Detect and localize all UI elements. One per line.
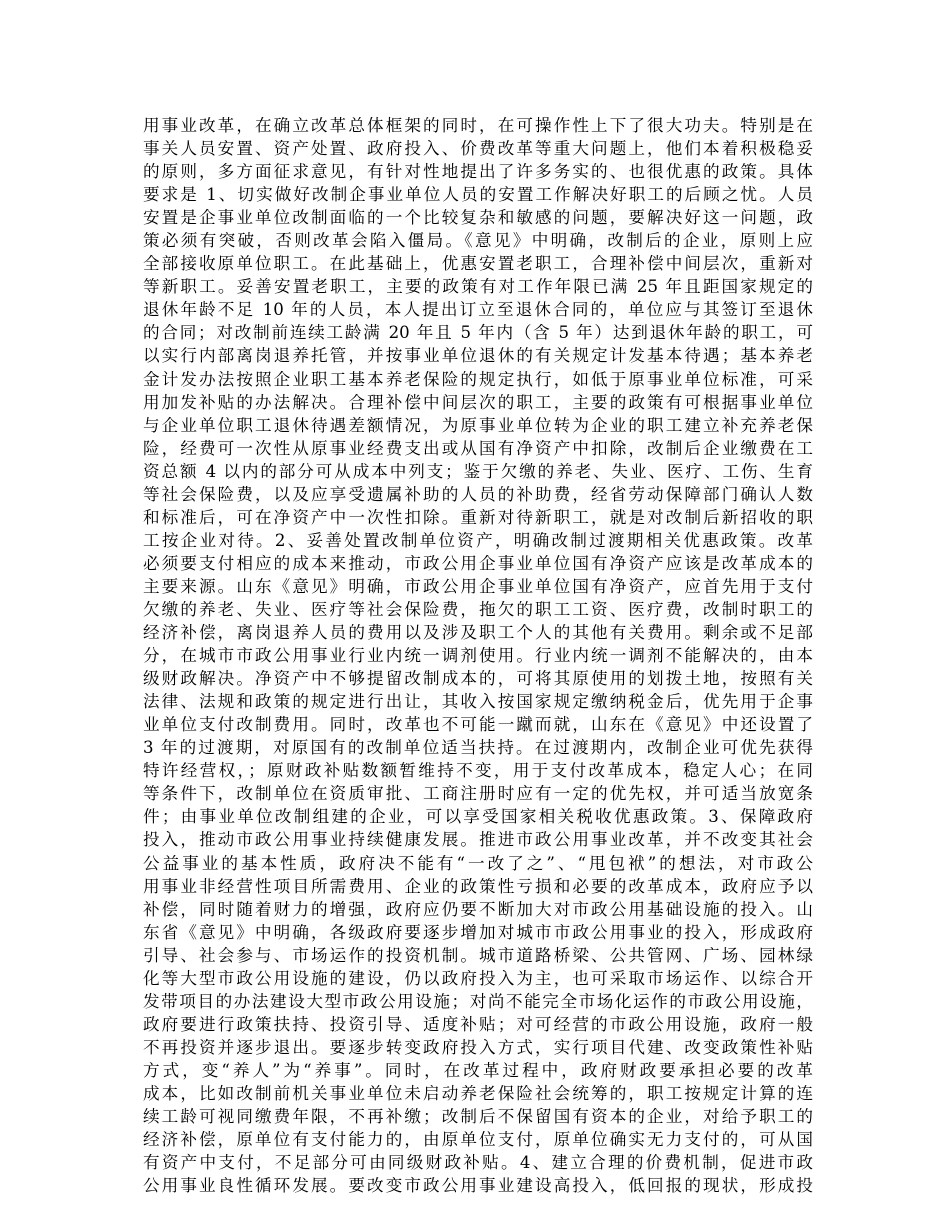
body-text-line: 方式，变“养人”为“养事”。同时，在改革过程中，政府财政要承担必要的改革 [143,1060,813,1080]
body-text-line: 的合同；对改制前连续工龄满 20 年且 5 年内（含 5 年）达到退休年龄的职工，可 [143,323,813,343]
body-text-line: 3 年的过渡期，对原国有的改制单位适当扶持。在过渡期内，改制企业可优先获得 [143,738,813,758]
body-text-line: 引导、社会参与、市场运作的投资机制。城市道路桥梁、公共管网、广场、园林绿 [143,945,813,965]
body-text-line: 经济补偿，原单位有支付能力的，由原单位支付，原单位确实无力支付的，可从国 [143,1130,813,1150]
body-text-line: 政府要进行政策扶持、投资引导、适度补贴；对可经营的市政公用设施，政府一般 [143,1014,813,1034]
body-text-line: 件；由事业单位改制组建的企业，可以享受国家相关税收优惠政策。3、保障政府 [143,807,813,827]
body-text-line: 和标准后，可在净资产中一次性扣除。重新对待新职工，就是对改制后新招收的职 [143,507,813,527]
body-text-line: 分，在城市市政公用事业行业内统一调剂使用。行业内统一调剂不能解决的，由本 [143,646,813,666]
body-text-line: 退休年龄不足 10 年的人员，本人提出订立至退休合同的，单位应与其签订至退休 [143,300,813,320]
body-text-line: 级财政解决。净资产中不够提留改制成本的，可将其原使用的划拨土地，按照有关 [143,669,813,689]
body-text-line: 投入，推动市政公用事业持续健康发展。推进市政公用事业改革，并不改变其社会 [143,830,813,850]
body-text-line: 成本，比如改制前机关事业单位未启动养老保险社会统筹的，职工按规定计算的连 [143,1083,813,1103]
body-text-line: 工按企业对待。2、妥善处置改制单位资产，明确改制过渡期相关优惠政策。改革 [143,530,813,550]
body-text-line: 欠缴的养老、失业、医疗等社会保险费，拖欠的职工工资、医疗费，改制时职工的 [143,599,813,619]
body-text-line: 策必须有突破，否则改革会陷入僵局。《意见》中明确，改制后的企业，原则上应 [143,231,813,251]
body-text-line: 公益事业的基本性质，政府决不能有“一改了之”、“甩包袱”的想法，对市政公 [143,853,813,873]
body-text-line: 要求是 1、切实做好改制企事业单位人员的安置工作解决好职工的后顾之忧。人员 [143,185,813,205]
body-text-line: 安置是企事业单位改制面临的一个比较复杂和敏感的问题，要解决好这一问题，政 [143,208,813,228]
body-text-line: 经济补偿，离岗退养人员的费用以及涉及职工个人的其他有关费用。剩余或不足部 [143,623,813,643]
body-text-line: 以实行内部离岗退养托管，并按事业单位退休的有关规定计发基本待遇；基本养老 [143,346,813,366]
body-text-line: 发带项目的办法建设大型市政公用设施；对尚不能完全市场化运作的市政公用设施， [143,991,813,1011]
body-text-line: 特许经营权，；原财政补贴数额暂维持不变，用于支付改革成本，稳定人心；在同 [143,761,813,781]
body-text-line: 资总额 4 以内的部分可从成本中列支；鉴于欠缴的养老、失业、医疗、工伤、生育 [143,461,813,481]
body-text-line: 金计发办法按照企业职工基本养老保险的规定执行，如低于原事业单位标准，可采 [143,369,813,389]
body-text-line: 险，经费可一次性从原事业经费支出或从国有净资产中扣除，改制后企业缴费在工 [143,438,813,458]
body-text-line: 必须要支付相应的成本来推动，市政公用企事业单位国有净资产应该是改革成本的 [143,553,813,573]
body-text-line: 等新职工。妥善安置老职工，主要的政策有对工作年限已满 25 年且距国家规定的 [143,277,813,297]
body-text-line: 公用事业良性循环发展。要改变市政公用事业建设高投入，低回报的现状，形成投 [143,1176,813,1196]
body-text-line: 有资产中支付，不足部分可由同级财政补贴。4、建立合理的价费机制，促进市政 [143,1153,813,1173]
document-page [143,114,813,1197]
body-text-line: 事关人员安置、资产处置、政府投入、价费改革等重大问题上，他们本着积极稳妥 [143,139,813,159]
body-text-line: 法律、法规和政策的规定进行出让，其收入按国家规定缴纳税金后，优先用于企事 [143,692,813,712]
body-text-line: 主要来源。山东《意见》明确，市政公用企事业单位国有净资产，应首先用于支付 [143,576,813,596]
body-text-line: 等社会保险费，以及应享受遗属补助的人员的补助费，经省劳动保障部门确认人数 [143,484,813,504]
body-text-line: 业单位支付改制费用。同时，改革也不可能一蹴而就，山东在《意见》中还设置了 [143,715,813,735]
body-text-line: 与企业单位职工退休待遇差额情况，为原事业单位转为企业的职工建立补充养老保 [143,415,813,435]
body-text-line: 续工龄可视同缴费年限，不再补缴；改制后不保留国有资本的企业，对给予职工的 [143,1107,813,1127]
body-text-line: 的原则，多方面征求意见，有针对性地提出了许多务实的、也很优惠的政策。具体 [143,162,813,182]
body-text-line: 等条件下，改制单位在资质审批、工商注册时应有一定的优先权，并可适当放宽条 [143,784,813,804]
body-text-line: 不再投资并逐步退出。要逐步转变政府投入方式，实行项目代建、改变政策性补贴 [143,1037,813,1057]
body-text-line: 补偿，同时随着财力的增强，政府应仍要不断加大对市政公用基础设施的投入。山 [143,899,813,919]
body-text-line: 东省《意见》中明确，各级政府要逐步增加对城市市政公用事业的投入，形成政府 [143,922,813,942]
body-text-line: 全部接收原单位职工。在此基础上，优惠安置老职工，合理补偿中间层次，重新对 [143,254,813,274]
body-text-line: 用事业改革，在确立改革总体框架的同时，在可操作性上下了很大功夫。特别是在 [143,116,813,135]
body-text-line: 化等大型市政公用设施的建设，仍以政府投入为主，也可采取市场运作、以综合开 [143,968,813,988]
body-text-line: 用加发补贴的办法解决。合理补偿中间层次的职工，主要的政策有可根据事业单位 [143,392,813,412]
body-text-line: 用事业非经营性项目所需费用、企业的政策性亏损和必要的改革成本，政府应予以 [143,876,813,896]
